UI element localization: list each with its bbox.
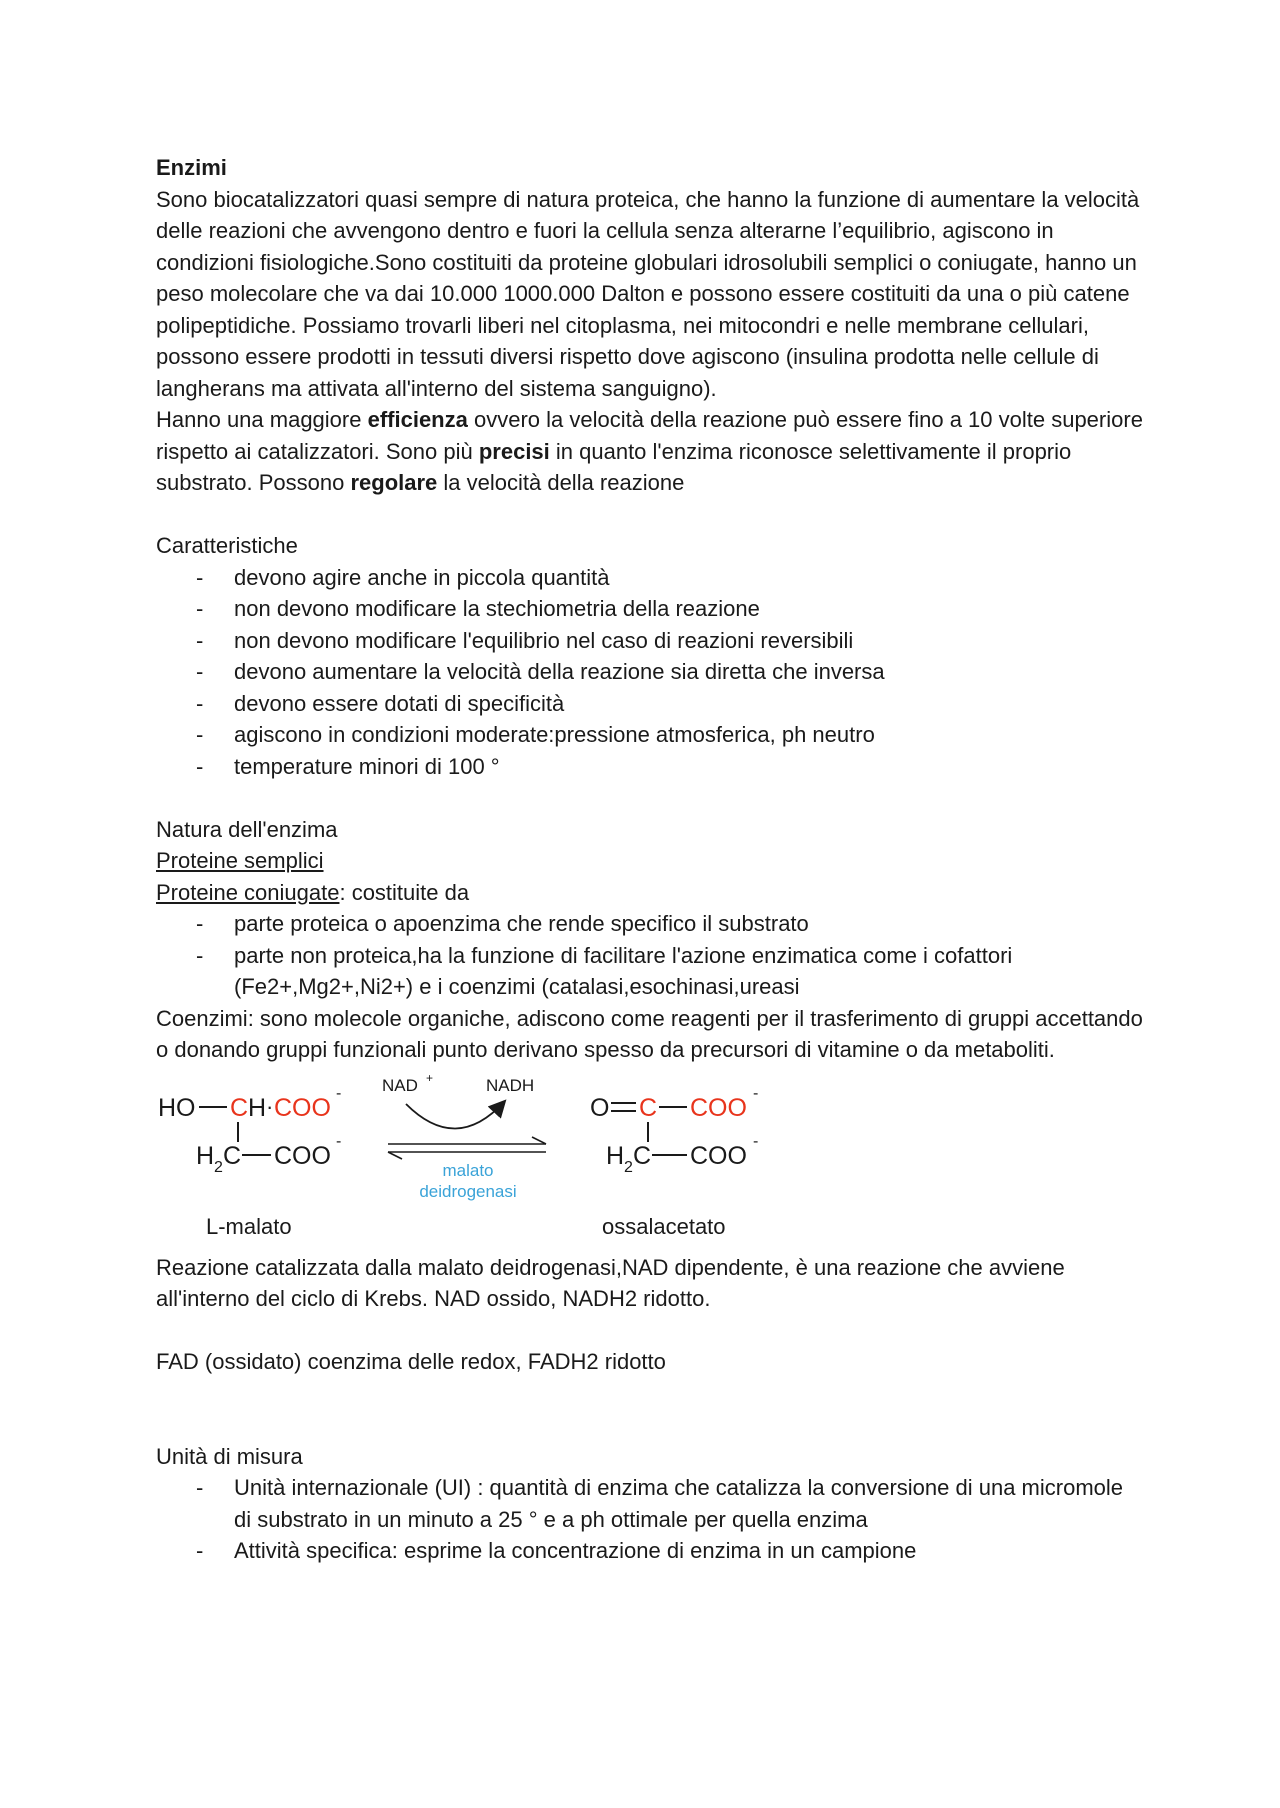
precision-term: precisi [478, 438, 550, 464]
nadh-label: NADH [486, 1075, 535, 1095]
intro-paragraph: Sono biocatalizzatori quasi sempre di natura proteica, che hanno la funzione di aumentare la velocità delle reazioni che avvengono dentro e fuori la cellula senza alterarne l’equilibrio, agiscono in condizioni fisiologiche.Sono costituiti da proteine globulari idrosolubili semplici o coniugate, hanno un peso molecolare che va dai 10.000 1000.000 Dalton e possono essere costituiti da una o più catene polipeptidiche. Possiamo trovarli liberi nel citoplasma, nei mitocondri e nelle membrane cellulari, possono essere prodotti in tessuti diversi rispetto dove agiscono (insulina prodotta nelle cellule di langherans ma attivata all'interno del sistema sanguigno). [156, 186, 1140, 401]
oxaloacetate-o: O [590, 1093, 610, 1122]
list-item: - parte proteica o apoenzima che rende specifico il substrato [196, 911, 809, 936]
oxaloacetate-ch2-c: C [633, 1141, 652, 1170]
document-title: Enzimi [156, 155, 227, 180]
features-heading: Caratteristiche [156, 533, 298, 558]
oxaloacetate-coo-top: COO [690, 1093, 747, 1122]
curved-cofactor-arrow [406, 1102, 504, 1129]
properties-paragraph: Hanno una maggiore efficienza ovvero la velocità della reazione può essere fino a 10 volte superiore rispetto ai catalizzatori. Sono più precisi in quanto l'enzima riconosce selettivamente il proprio substrato. Possono regolare la velocità della reazione [156, 407, 1143, 495]
malate-coo-top: COO [274, 1093, 331, 1122]
malate-ho: HO [158, 1093, 196, 1122]
efficiency-term: efficienza [367, 407, 468, 432]
nad-plus-label: NAD [382, 1075, 418, 1095]
malate-ch2-c: C [223, 1141, 242, 1170]
list-item: - agiscono in condizioni moderate:pressione atmosferica, ph neutro [196, 722, 875, 747]
units-heading: Unità di misura [156, 1443, 303, 1469]
units-list [156, 1472, 1146, 1567]
subscript-2: 2 [214, 1158, 223, 1176]
charge-minus: - [336, 1132, 342, 1150]
list-item: - Attività specifica: esprime la concentrazione di enzima in un campione [196, 1538, 917, 1563]
list-item: - devono agire anche in piccola quantità [196, 564, 610, 590]
malate-h2: H [196, 1141, 215, 1170]
nature-heading: Natura dell'enzima [156, 816, 338, 842]
coenzymes-paragraph: Coenzimi: sono molecole organiche, adiscono come reagenti per il trasferimento di gruppi accettando o donando gruppi funzionali punto derivano spesso da precursori di vitamine o da metaboliti. [156, 1005, 1143, 1062]
charge-minus: - [753, 1132, 759, 1150]
list-item: - Unità internazionale (UI) : quantità di enzima che catalizza la conversione di una micromole di substrato in un minuto a 25 ° e a ph ottimale per quella enzima [196, 1475, 1124, 1532]
plus-superscript: + [426, 1070, 434, 1085]
list-item: - non devono modificare l'equilibrio nel caso di reazioni reversibili [196, 627, 854, 653]
list-item: - devono aumentare la velocità della reazione sia diretta che inversa [196, 659, 885, 684]
reverse-arrow-head [388, 1152, 402, 1159]
subscript-2: 2 [624, 1158, 633, 1176]
malate-name: L-malato [206, 1213, 292, 1239]
oxaloacetate-h2: H [606, 1141, 625, 1170]
malate-c: C [230, 1093, 249, 1122]
malate-dot: · [266, 1093, 274, 1119]
document-page [156, 152, 1146, 1567]
regulation-term: regolare [350, 470, 438, 495]
enzyme-label-line1: malato [442, 1160, 494, 1180]
conjugated-list [156, 908, 1146, 1003]
forward-arrow-head [532, 1137, 546, 1144]
simple-proteins: Proteine semplici [156, 848, 324, 873]
fad-description: FAD (ossidato) coenzima delle redox, FADH2 ridotto [156, 1349, 666, 1374]
malate-h: H [248, 1093, 267, 1122]
enzyme-label-line2: deidrogenasi [419, 1181, 517, 1201]
malate-reaction-diagram [156, 1066, 1146, 1242]
oxaloacetate-name: ossalacetato [602, 1213, 726, 1239]
reaction-description: Reazione catalizzata dalla malato deidrogenasi,NAD dipendente, è una reazione che avviene all'interno del ciclo di Krebs. NAD ossido, NADH2 ridotto. [156, 1254, 1065, 1311]
malate-coo-bottom: COO [274, 1141, 331, 1170]
charge-minus: - [753, 1084, 759, 1102]
conjugated-proteins: Proteine coniugate: costituite da [156, 879, 470, 905]
oxaloacetate-coo-bottom: COO [690, 1141, 747, 1170]
list-item: - non devono modificare la stechiometria della reazione [196, 596, 760, 621]
list-item: - devono essere dotati di specificità [196, 690, 565, 716]
list-item: - parte non proteica,ha la funzione di facilitare l'azione enzimatica come i cofattori (Fe2+,Mg2+,Ni2+) e i coenzimi (catalasi,esochinasi,ureasi [196, 942, 1013, 999]
list-item: - temperature minori di 100 ° [196, 753, 500, 779]
features-list [156, 562, 1146, 783]
oxaloacetate-c: C [639, 1093, 658, 1122]
charge-minus: - [336, 1084, 342, 1102]
